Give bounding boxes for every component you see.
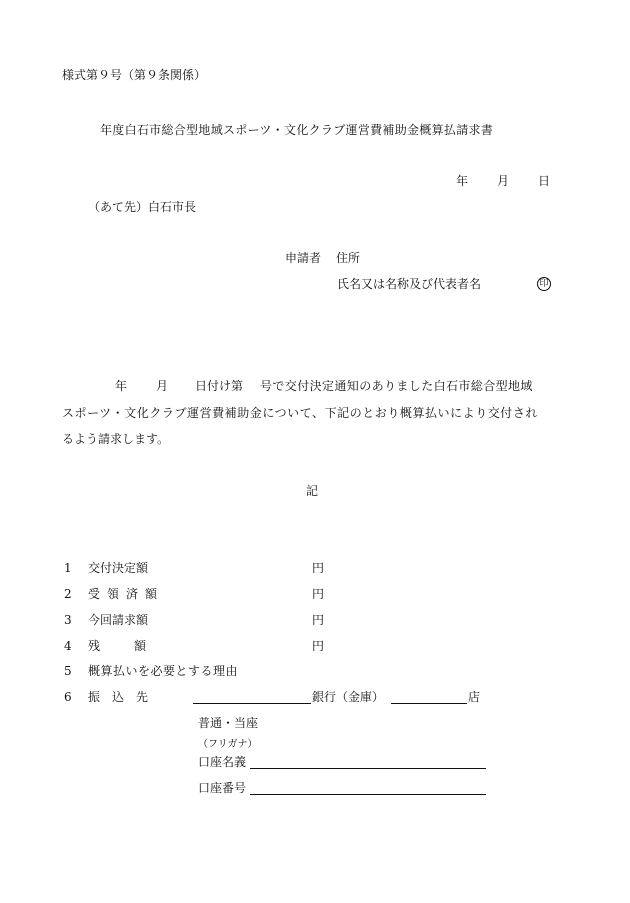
ki-heading: 記 bbox=[306, 484, 319, 498]
account-name-blank[interactable] bbox=[250, 768, 486, 769]
bank-label: 銀行（金庫） bbox=[312, 690, 385, 704]
document-title: 年度白石市総合型地域スポーツ・文化クラブ運営費補助金概算払請求書 bbox=[100, 123, 494, 137]
body-year: 年 bbox=[115, 379, 128, 393]
item-label-remaining: 残額 bbox=[88, 639, 181, 653]
item-unit: 円 bbox=[312, 561, 325, 575]
date-day-label: 日 bbox=[538, 174, 551, 188]
addressee: （あて先）白石市長 bbox=[88, 200, 197, 214]
date-year-label: 年 bbox=[456, 174, 469, 188]
item-unit: 円 bbox=[312, 587, 325, 601]
account-number-label: 口座番号 bbox=[198, 781, 247, 795]
address-label: 住所 bbox=[336, 251, 361, 265]
branch-name-blank[interactable] bbox=[391, 703, 467, 704]
item-unit: 円 bbox=[312, 613, 325, 627]
bank-name-blank[interactable] bbox=[193, 703, 311, 704]
item-number: 6 bbox=[64, 690, 72, 704]
item-number: 2 bbox=[64, 587, 72, 601]
body-line1-rest: 号で交付決定通知のありました白石市総合型地域 bbox=[260, 379, 533, 393]
item-number: 5 bbox=[64, 664, 72, 678]
account-type: 普通・当座 bbox=[198, 716, 259, 730]
seal-mark: 印 bbox=[537, 277, 551, 291]
furigana-label: （フリガナ） bbox=[198, 739, 258, 750]
account-number-blank[interactable] bbox=[250, 794, 486, 795]
date-month-label: 月 bbox=[497, 174, 510, 188]
account-name-label: 口座名義 bbox=[198, 755, 247, 769]
item-number: 3 bbox=[64, 613, 72, 627]
body-line3: るよう請求します。 bbox=[62, 432, 170, 446]
item-label-grant-amount: 交付決定額 bbox=[88, 561, 149, 575]
applicant-label: 申請者 bbox=[285, 251, 322, 265]
branch-label: 店 bbox=[468, 690, 481, 704]
item-unit: 円 bbox=[312, 639, 325, 653]
item-number: 1 bbox=[64, 561, 72, 575]
item-label-transfer-destination: 振込先 bbox=[88, 690, 161, 704]
body-month: 月 bbox=[156, 379, 169, 393]
item-label-received-amount: 受領済額 bbox=[88, 587, 165, 601]
body-dated: 日付け第 bbox=[195, 379, 244, 393]
representative-name-label: 氏名又は名称及び代表者名 bbox=[337, 277, 482, 291]
item-label-current-request: 今回請求額 bbox=[88, 613, 149, 627]
item-number: 4 bbox=[64, 639, 72, 653]
item-label-reason: 概算払いを必要とする理由 bbox=[88, 664, 239, 678]
form-number: 様式第９号（第９条関係） bbox=[62, 68, 207, 82]
body-line2: スポーツ・文化クラブ運営費補助金について、下記のとおり概算払いにより交付され bbox=[62, 406, 538, 420]
